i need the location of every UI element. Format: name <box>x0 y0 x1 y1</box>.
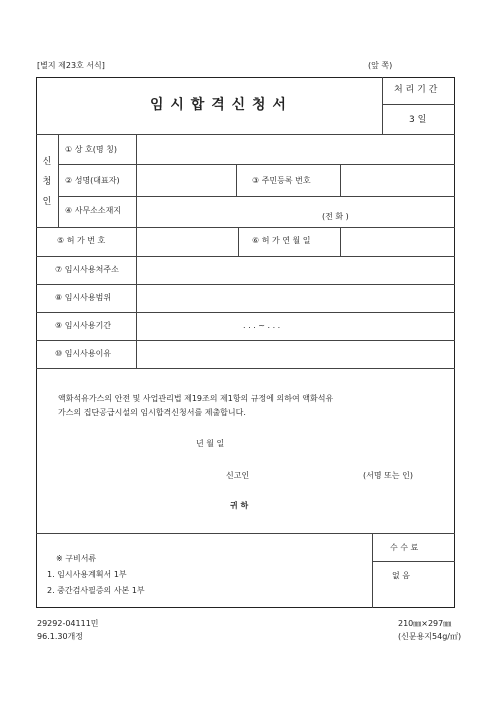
divider <box>382 77 383 134</box>
documents-heading: ※ 구비서류 <box>56 554 97 563</box>
paper-type: (신문용지54g/㎡) <box>398 632 462 641</box>
divider <box>340 227 341 256</box>
phone-field: (전 화 ) <box>322 212 349 221</box>
form-number: [별지 제23호 서식] <box>37 61 105 70</box>
form-code: 29292-04111민 <box>37 619 99 628</box>
statement-line-1: 액화석유가스의 안전 및 사업관리법 제19조의 제1항의 규정에 의하여 액화석유 <box>58 394 334 403</box>
statement-line-2: 가스의 집단공급시설의 임시합격신청서를 제출합니다. <box>58 408 246 417</box>
document-item: 2. 중간검사필증의 사본 1부 <box>47 586 145 595</box>
representative-name-label: ② 성명(대표자) <box>65 176 120 185</box>
permit-date-label: ⑥ 허 가 연 월 일 <box>252 236 311 245</box>
usage-period-value: . . . ~ . . . <box>243 321 281 330</box>
divider <box>372 533 373 608</box>
application-form-frame <box>36 77 455 608</box>
recipient-label: 귀 하 <box>230 501 249 510</box>
revision-date: 96.1.30개정 <box>37 632 83 641</box>
fee-label: 수 수 료 <box>390 543 419 552</box>
signature-note: (서명 또는 인) <box>363 471 413 480</box>
divider <box>36 533 455 534</box>
divider <box>382 104 455 105</box>
applicant-label-char: 인 <box>42 197 52 207</box>
divider <box>36 340 455 341</box>
paper-size: 210㎜×297㎜ <box>398 619 452 628</box>
applicant-label <box>40 152 54 212</box>
divider <box>36 284 455 285</box>
fee-value: 없 음 <box>392 571 410 580</box>
divider <box>372 561 455 562</box>
permit-number-label: ⑤ 허 가 번 호 <box>57 236 106 245</box>
divider <box>36 368 455 369</box>
processing-period-label: 처 리 기 간 <box>394 85 438 95</box>
usage-reason-label: ⑩ 임시사용이유 <box>55 349 112 358</box>
processing-period-value: 3 일 <box>409 115 427 125</box>
applicant-label-char: 신 <box>42 157 52 167</box>
divider <box>36 312 455 313</box>
applicant-label-char: 청 <box>42 177 52 187</box>
page-side-label: (앞 쪽) <box>368 61 393 70</box>
divider <box>36 227 455 228</box>
form-title: 임 시 합 격 신 청 서 <box>150 97 287 113</box>
usage-scope-label: ⑧ 임시사용범위 <box>55 293 112 302</box>
divider <box>236 164 237 196</box>
usage-address-label: ⑦ 임시사용처주소 <box>55 265 119 274</box>
divider <box>58 196 455 197</box>
divider <box>58 134 59 227</box>
resident-number-label: ③ 주민등록 번호 <box>252 176 311 185</box>
document-item: 1. 임시사용계획서 1부 <box>47 570 127 579</box>
divider <box>36 256 455 257</box>
usage-period-label: ⑨ 임시사용기간 <box>55 321 112 330</box>
office-address-label: ④ 사무소소재지 <box>65 206 122 215</box>
divider <box>136 134 137 368</box>
divider <box>340 164 341 196</box>
divider <box>58 164 455 165</box>
divider <box>238 227 239 256</box>
business-name-label: ① 상 호(명 칭) <box>65 145 117 154</box>
divider <box>36 134 455 135</box>
date-line: 년 월 일 <box>196 439 225 448</box>
applicant-signature-label: 신고인 <box>226 471 250 480</box>
